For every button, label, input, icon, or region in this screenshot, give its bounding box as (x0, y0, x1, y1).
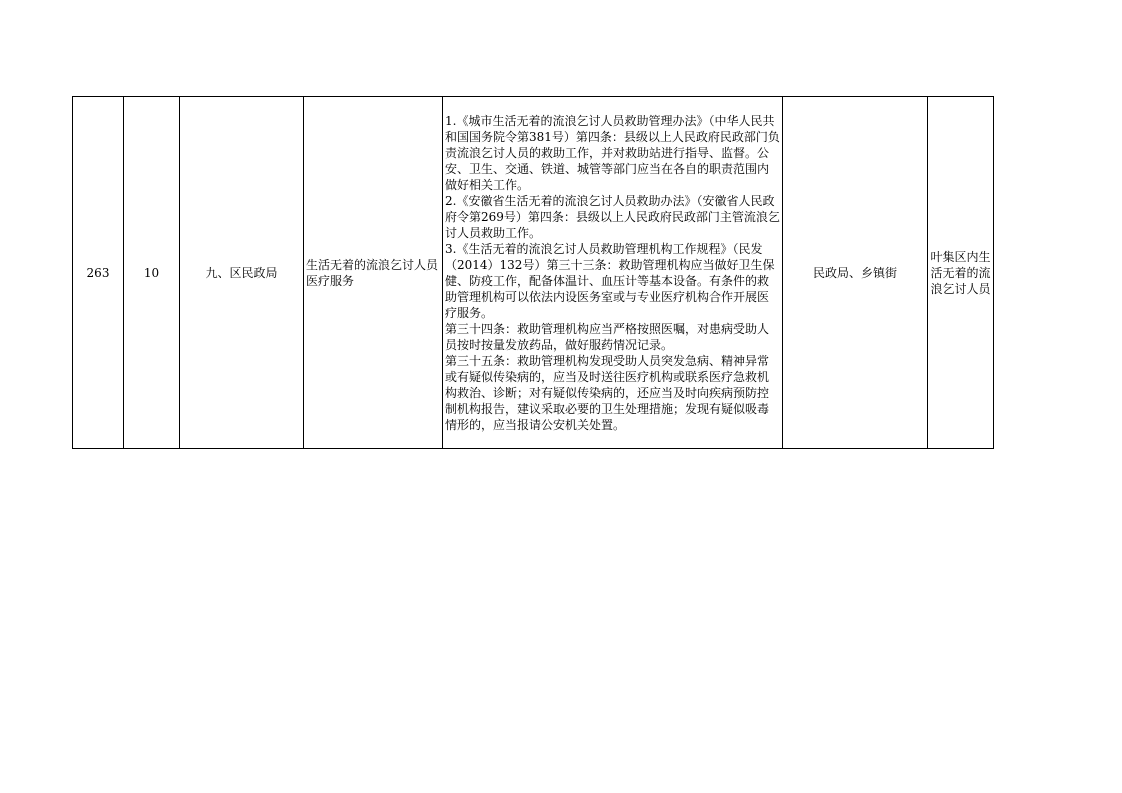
responsible-unit-cell: 民政局、乡镇街 (783, 97, 928, 449)
legal-basis-cell (443, 97, 783, 449)
department-cell: 九、区民政局 (180, 97, 304, 449)
legal-basis-line: 1.《城市生活无着的流浪乞讨人员救助管理办法》（中华人民共和国国务院令第381号）第四条：县级以上人民政府民政部门负责流浪乞讨人员的救助工作，并对救助站进行指导、监督。公安、卫生、交通、铁道、城管等部门应当在各自的职责范围内做好相关工作。 (445, 113, 780, 192)
serial-number-cell: 263 (73, 97, 124, 449)
legal-basis-line: 3.《生活无着的流浪乞讨人员救助管理机构工作规程》（民发（2014）132号）第三十三条：救助管理机构应当做好卫生保健、防疫工作，配备体温计、血压计等基本设备。有条件的救助管理机构可以依法内设医务室或与专业医疗机构合作开展医疗服务。 (445, 241, 775, 320)
item-index-cell: 10 (124, 97, 180, 449)
table-row (73, 97, 994, 449)
legal-basis-line: 第三十四条：救助管理机构应当严格按照医嘱，对患病受助人员按时按量发放药品，做好服药情况记录。 (445, 321, 770, 352)
service-record-table (72, 96, 994, 449)
legal-basis-line: 第三十五条：救助管理机构发现受助人员突发急病、精神异常或有疑似传染病的，应当及时送往医疗机构或联系医疗急救机构救治、诊断；对有疑似传染病的，还应当及时向疾病预防控制机构报告，建议采取必要的卫生处理措施；发现有疑似吸毒情形的，应当报请公安机关处置。 (445, 353, 770, 432)
legal-basis-line: 2.《安徽省生活无着的流浪乞讨人员救助办法》（安徽省人民政府令第269号）第四条：县级以上人民政府民政部门主管流浪乞讨人员救助工作。 (445, 193, 780, 240)
service-item-cell: 生活无着的流浪乞讨人员医疗服务 (304, 97, 443, 449)
service-target-cell: 叶集区内生活无着的流浪乞讨人员 (928, 97, 994, 449)
